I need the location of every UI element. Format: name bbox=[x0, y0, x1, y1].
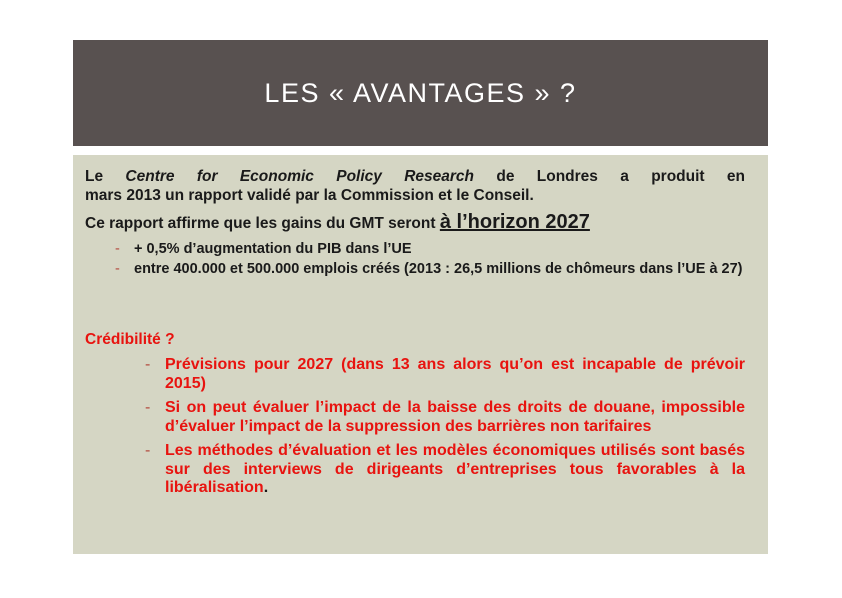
intro-paragraph bbox=[85, 167, 745, 205]
bullet-dash: - bbox=[145, 442, 151, 459]
bullet-dash: - bbox=[115, 261, 120, 277]
report-text: Ce rapport affirme que les gains du GMT seront bbox=[85, 215, 440, 232]
bullet-dash: - bbox=[145, 356, 151, 373]
credibility-title: Crédibilité ? bbox=[85, 331, 175, 348]
credibility-text: Les méthodes d’évaluation et les modèles économiques utilisés sont basés sur des interviews de dirigeants d’entreprises tous favorables à la libéralisation bbox=[165, 442, 745, 496]
report-paragraph bbox=[85, 213, 745, 233]
intro-line-1 bbox=[85, 167, 745, 186]
bullet-dash: - bbox=[115, 241, 120, 257]
slide-title: LES « AVANTAGES » ? bbox=[264, 77, 577, 108]
bullet-dash: - bbox=[145, 399, 151, 416]
list-item bbox=[115, 261, 745, 278]
list-item bbox=[145, 356, 745, 393]
cepr-name: Centre for Economic Policy Research bbox=[125, 168, 475, 185]
gain-text: entre 400.000 et 500.000 emplois créés (2013 : 26,5 millions de chômeurs dans l’UE à 27) bbox=[134, 261, 743, 277]
credibility-list bbox=[145, 356, 745, 504]
credibility-text: Prévisions pour 2027 (dans 13 ans alors qu’on est incapable de prévoir 2015) bbox=[165, 356, 745, 392]
intro-line-2: mars 2013 un rapport validé par la Commission et le Conseil. bbox=[85, 187, 534, 204]
list-item bbox=[115, 241, 745, 258]
intro-prefix: Le bbox=[85, 168, 126, 185]
intro-line1-rest: de Londres a produit en bbox=[474, 168, 745, 185]
title-bar bbox=[73, 40, 768, 146]
gain-text: + 0,5% d’augmentation du PIB dans l’UE bbox=[134, 241, 412, 257]
list-item bbox=[145, 399, 745, 436]
content-box bbox=[73, 155, 768, 554]
final-period: . bbox=[263, 479, 269, 496]
credibility-text: Si on peut évaluer l’impact de la baisse des droits de douane, impossible d’évaluer l’impact de la suppression des barrières non tarifaires bbox=[165, 399, 745, 435]
gains-list bbox=[115, 241, 745, 281]
list-item bbox=[145, 442, 745, 498]
horizon-2027: à l’horizon 2027 bbox=[439, 211, 590, 233]
